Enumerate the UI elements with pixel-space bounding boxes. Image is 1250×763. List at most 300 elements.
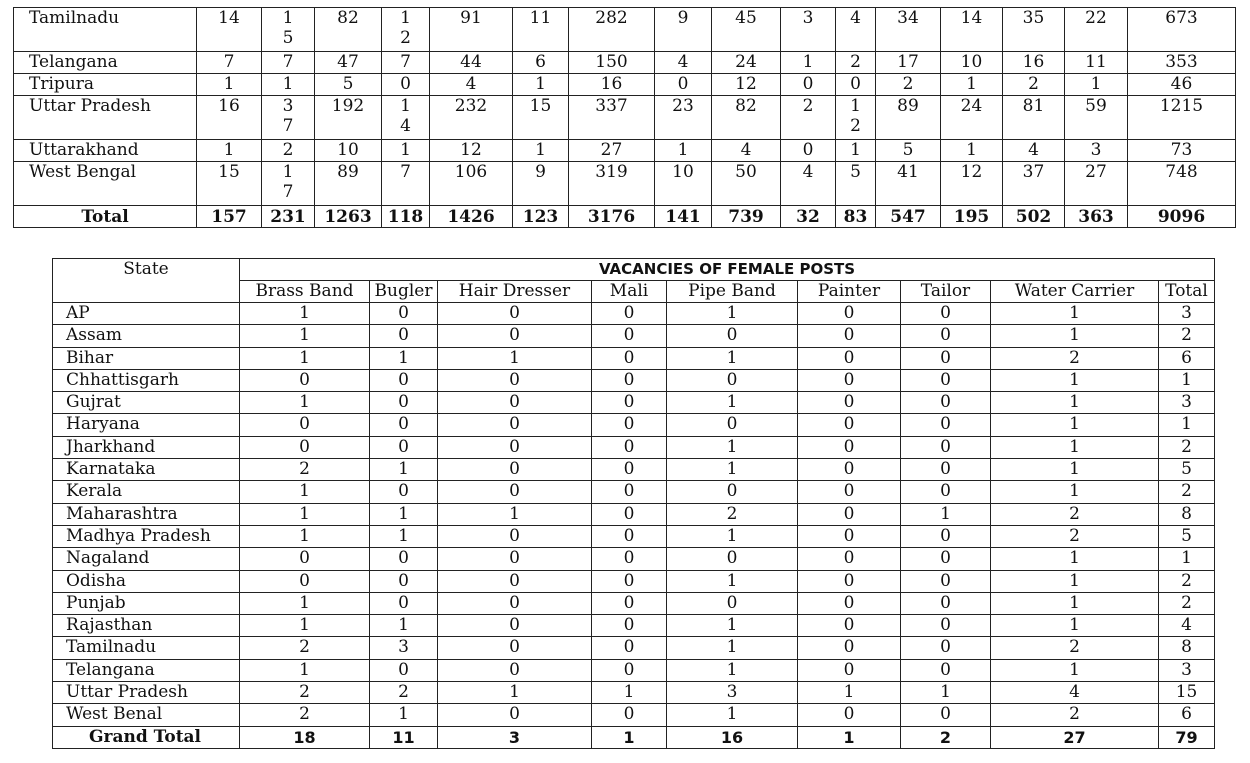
value-cell: 2 [876,74,941,96]
total-cell: 123 [513,206,569,228]
value-cell: 0 [667,548,798,570]
value-cell: 1215 [1128,96,1236,140]
value-cell: 0 [667,414,798,436]
value-cell: 1 [667,570,798,592]
value-cell: 0 [798,503,901,525]
value-cell: 1 7 [262,162,315,206]
value-cell: 2 [1159,592,1215,614]
value-cell: 1 [370,615,438,637]
value-cell: 337 [569,96,655,140]
value-cell: 2 [991,503,1159,525]
value-cell: 4 [655,52,712,74]
value-cell: 7 [262,52,315,74]
value-cell: 7 [197,52,262,74]
state-cell: Tamilnadu [53,637,240,659]
value-cell: 1 [240,325,370,347]
state-cell: West Bengal [14,162,197,206]
value-cell: 3 [667,682,798,704]
value-cell: 1 [667,704,798,726]
state-cell: Madhya Pradesh [53,525,240,547]
table-row [53,414,1215,436]
value-cell: 0 [592,570,667,592]
value-cell: 0 [901,659,991,681]
value-cell: 0 [592,615,667,637]
value-cell: 1 [370,704,438,726]
table-row [14,8,1236,52]
value-cell: 44 [430,52,513,74]
value-cell: 2 [370,682,438,704]
state-cell: Maharashtra [53,503,240,525]
value-cell: 0 [901,704,991,726]
value-cell: 1 [991,459,1159,481]
value-cell: 0 [592,459,667,481]
value-cell: 3 [1159,659,1215,681]
column-header: Pipe Band [667,281,798,303]
value-cell: 0 [592,548,667,570]
value-cell: 14 [197,8,262,52]
female-vacancies-table [52,258,1215,749]
table-row [53,503,1215,525]
value-cell: 1 [991,436,1159,458]
state-cell: Uttarakhand [14,140,197,162]
value-cell: 0 [798,592,901,614]
value-cell: 1 4 [382,96,430,140]
table-row [53,459,1215,481]
value-cell: 0 [901,369,991,391]
value-cell: 1 [1065,74,1128,96]
value-cell: 1 [667,615,798,637]
value-cell: 1 [370,503,438,525]
value-cell: 0 [798,392,901,414]
value-cell: 2 [991,704,1159,726]
value-cell: 0 [798,325,901,347]
value-cell: 7 [382,52,430,74]
value-cell: 0 [438,525,592,547]
value-cell: 0 [655,74,712,96]
value-cell: 0 [781,74,836,96]
table-row [14,140,1236,162]
total-cell: 1426 [430,206,513,228]
value-cell: 2 [240,637,370,659]
value-cell: 0 [370,592,438,614]
value-cell: 1 [667,659,798,681]
value-cell: 1 [667,392,798,414]
value-cell: 0 [370,570,438,592]
value-cell: 1 [240,347,370,369]
value-cell: 91 [430,8,513,52]
value-cell: 16 [1003,52,1065,74]
value-cell: 0 [370,481,438,503]
value-cell: 6 [513,52,569,74]
value-cell: 23 [655,96,712,140]
value-cell: 1 [667,637,798,659]
value-cell: 1 [941,140,1003,162]
total-cell: 9096 [1128,206,1236,228]
value-cell: 319 [569,162,655,206]
value-cell: 0 [901,392,991,414]
male-vacancies-table [13,7,1236,228]
value-cell: 24 [941,96,1003,140]
value-cell: 0 [592,303,667,325]
value-cell: 0 [240,369,370,391]
total-cell: 141 [655,206,712,228]
value-cell: 2 [1159,325,1215,347]
state-cell: Chhattisgarh [53,369,240,391]
value-cell: 2 [991,347,1159,369]
value-cell: 0 [901,436,991,458]
value-cell: 0 [798,481,901,503]
value-cell: 0 [438,303,592,325]
grand-total-cell: 2 [901,726,991,748]
value-cell: 0 [901,570,991,592]
value-cell: 0 [240,414,370,436]
grand-total-cell: 27 [991,726,1159,748]
value-cell: 27 [569,140,655,162]
value-cell: 0 [438,325,592,347]
value-cell: 2 [836,52,876,74]
value-cell: 0 [901,592,991,614]
total-cell: 1263 [315,206,382,228]
value-cell: 2 [781,96,836,140]
value-cell: 0 [370,369,438,391]
value-cell: 0 [370,548,438,570]
total-cell: 3176 [569,206,655,228]
value-cell: 0 [798,436,901,458]
total-cell: 157 [197,206,262,228]
value-cell: 0 [798,459,901,481]
value-cell: 0 [592,325,667,347]
state-cell: AP [53,303,240,325]
value-cell: 0 [901,303,991,325]
table-row [53,325,1215,347]
state-cell: Nagaland [53,548,240,570]
table-row [53,369,1215,391]
value-cell: 15 [513,96,569,140]
value-cell: 3 [1159,392,1215,414]
total-cell: 739 [712,206,781,228]
value-cell: 1 [1159,369,1215,391]
value-cell: 4 [430,74,513,96]
value-cell: 27 [1065,162,1128,206]
value-cell: 2 [1159,436,1215,458]
state-cell: Haryana [53,414,240,436]
value-cell: 59 [1065,96,1128,140]
value-cell: 34 [876,8,941,52]
value-cell: 9 [655,8,712,52]
value-cell: 0 [667,369,798,391]
value-cell: 6 [1159,704,1215,726]
value-cell: 0 [836,74,876,96]
value-cell: 0 [901,548,991,570]
value-cell: 1 5 [262,8,315,52]
value-cell: 0 [240,570,370,592]
value-cell: 1 [991,659,1159,681]
table-row [53,436,1215,458]
value-cell: 0 [438,414,592,436]
state-cell: West Benal [53,704,240,726]
value-cell: 2 [240,682,370,704]
total-cell: 231 [262,206,315,228]
value-cell: 2 [991,525,1159,547]
value-cell: 0 [438,369,592,391]
value-cell: 0 [592,525,667,547]
value-cell: 1 [991,481,1159,503]
state-cell: Tripura [14,74,197,96]
value-cell: 0 [438,659,592,681]
value-cell: 1 [240,392,370,414]
table-row [53,659,1215,681]
value-cell: 2 [262,140,315,162]
value-cell: 1 [370,525,438,547]
grand-total-cell: 18 [240,726,370,748]
table-row [14,52,1236,74]
table-row [53,347,1215,369]
value-cell: 16 [197,96,262,140]
value-cell: 0 [901,525,991,547]
total-label: Total [14,206,197,228]
table-row [53,682,1215,704]
value-cell: 1 [197,74,262,96]
state-cell: Karnataka [53,459,240,481]
value-cell: 0 [798,637,901,659]
state-cell: Assam [53,325,240,347]
value-cell: 37 [1003,162,1065,206]
value-cell: 0 [667,481,798,503]
value-cell: 0 [901,637,991,659]
value-cell: 0 [592,481,667,503]
value-cell: 2 [991,637,1159,659]
table-row [53,704,1215,726]
value-cell: 1 [240,659,370,681]
value-cell: 0 [592,392,667,414]
table-row [53,615,1215,637]
value-cell: 1 [836,140,876,162]
value-cell: 0 [382,74,430,96]
value-cell: 12 [712,74,781,96]
value-cell: 2 [1003,74,1065,96]
value-cell: 22 [1065,8,1128,52]
state-cell: Punjab [53,592,240,614]
state-cell: Odisha [53,570,240,592]
value-cell: 15 [197,162,262,206]
value-cell: 8 [1159,637,1215,659]
table-row [53,303,1215,325]
value-cell: 1 [667,459,798,481]
value-cell: 14 [941,8,1003,52]
value-cell: 1 2 [836,96,876,140]
value-cell: 10 [315,140,382,162]
value-cell: 1 [262,74,315,96]
total-cell: 195 [941,206,1003,228]
value-cell: 1 [991,369,1159,391]
value-cell: 0 [592,347,667,369]
value-cell: 82 [712,96,781,140]
value-cell: 0 [592,503,667,525]
grand-total-cell: 16 [667,726,798,748]
value-cell: 50 [712,162,781,206]
value-cell: 0 [798,303,901,325]
total-cell: 118 [382,206,430,228]
value-cell: 1 [901,682,991,704]
value-cell: 4 [712,140,781,162]
value-cell: 150 [569,52,655,74]
value-cell: 45 [712,8,781,52]
value-cell: 11 [513,8,569,52]
value-cell: 5 [1159,525,1215,547]
value-cell: 0 [901,347,991,369]
state-cell: Tamilnadu [14,8,197,52]
value-cell: 3 [1065,140,1128,162]
value-cell: 1 2 [382,8,430,52]
table-row [14,74,1236,96]
state-cell: Uttar Pradesh [14,96,197,140]
value-cell: 0 [438,615,592,637]
value-cell: 1 [901,503,991,525]
value-cell: 7 [382,162,430,206]
grand-total-cell: 11 [370,726,438,748]
value-cell: 673 [1128,8,1236,52]
value-cell: 8 [1159,503,1215,525]
column-header: Brass Band [240,281,370,303]
value-cell: 1 [991,592,1159,614]
value-cell: 0 [667,592,798,614]
value-cell: 2 [240,704,370,726]
table-row [53,592,1215,614]
table-row [53,637,1215,659]
total-cell: 547 [876,206,941,228]
value-cell: 1 [240,592,370,614]
value-cell: 1 [1159,548,1215,570]
column-header: Mali [592,281,667,303]
value-cell: 1 [438,347,592,369]
value-cell: 2 [1159,570,1215,592]
value-cell: 0 [438,459,592,481]
value-cell: 106 [430,162,513,206]
value-cell: 0 [901,459,991,481]
value-cell: 17 [876,52,941,74]
value-cell: 282 [569,8,655,52]
value-cell: 0 [370,325,438,347]
value-cell: 4 [781,162,836,206]
grand-total-cell: 3 [438,726,592,748]
value-cell: 2 [240,459,370,481]
value-cell: 0 [370,392,438,414]
value-cell: 0 [901,325,991,347]
value-cell: 1 [667,347,798,369]
value-cell: 5 [315,74,382,96]
value-cell: 0 [667,325,798,347]
value-cell: 1 [667,303,798,325]
value-cell: 1 [667,436,798,458]
column-header: Bugler [370,281,438,303]
value-cell: 3 7 [262,96,315,140]
value-cell: 0 [438,637,592,659]
value-cell: 192 [315,96,382,140]
value-cell: 1 [240,303,370,325]
state-cell: Telangana [14,52,197,74]
value-cell: 24 [712,52,781,74]
value-cell: 232 [430,96,513,140]
value-cell: 0 [592,659,667,681]
value-cell: 0 [370,303,438,325]
value-cell: 0 [592,704,667,726]
table-row [53,525,1215,547]
value-cell: 89 [876,96,941,140]
value-cell: 0 [798,704,901,726]
value-cell: 1 [370,459,438,481]
value-cell: 1 [240,525,370,547]
value-cell: 1 [941,74,1003,96]
value-cell: 0 [370,659,438,681]
total-cell: 32 [781,206,836,228]
table-row [53,392,1215,414]
value-cell: 0 [798,659,901,681]
value-cell: 0 [438,548,592,570]
table-row [14,96,1236,140]
value-cell: 3 [781,8,836,52]
grand-total-row [53,726,1215,748]
value-cell: 3 [370,637,438,659]
value-cell: 353 [1128,52,1236,74]
value-cell: 41 [876,162,941,206]
value-cell: 16 [569,74,655,96]
group-header: VACANCIES OF FEMALE POSTS [240,259,1215,281]
value-cell: 1 [667,525,798,547]
value-cell: 0 [438,704,592,726]
value-cell: 0 [592,592,667,614]
value-cell: 0 [901,481,991,503]
value-cell: 0 [240,548,370,570]
table-row [14,162,1236,206]
grand-total-cell: 79 [1159,726,1215,748]
value-cell: 0 [592,414,667,436]
column-header: Water Carrier [991,281,1159,303]
value-cell: 1 [240,615,370,637]
total-cell: 502 [1003,206,1065,228]
grand-total-label: Grand Total [53,726,240,748]
value-cell: 0 [438,570,592,592]
total-cell: 363 [1065,206,1128,228]
value-cell: 1 [240,503,370,525]
value-cell: 1 [781,52,836,74]
value-cell: 12 [941,162,1003,206]
value-cell: 5 [836,162,876,206]
value-cell: 0 [798,525,901,547]
total-cell: 83 [836,206,876,228]
value-cell: 0 [438,481,592,503]
value-cell: 3 [1159,303,1215,325]
value-cell: 47 [315,52,382,74]
value-cell: 1 [592,682,667,704]
column-header: Painter [798,281,901,303]
value-cell: 9 [513,162,569,206]
value-cell: 10 [941,52,1003,74]
value-cell: 1 [991,325,1159,347]
column-header: Total [1159,281,1215,303]
value-cell: 0 [370,414,438,436]
value-cell: 5 [1159,459,1215,481]
state-cell: Rajasthan [53,615,240,637]
value-cell: 0 [438,392,592,414]
grand-total-cell: 1 [592,726,667,748]
column-header: Tailor [901,281,991,303]
value-cell: 0 [592,637,667,659]
value-cell: 748 [1128,162,1236,206]
value-cell: 0 [592,436,667,458]
value-cell: 82 [315,8,382,52]
value-cell: 1 [991,615,1159,637]
state-header: State [53,259,240,303]
